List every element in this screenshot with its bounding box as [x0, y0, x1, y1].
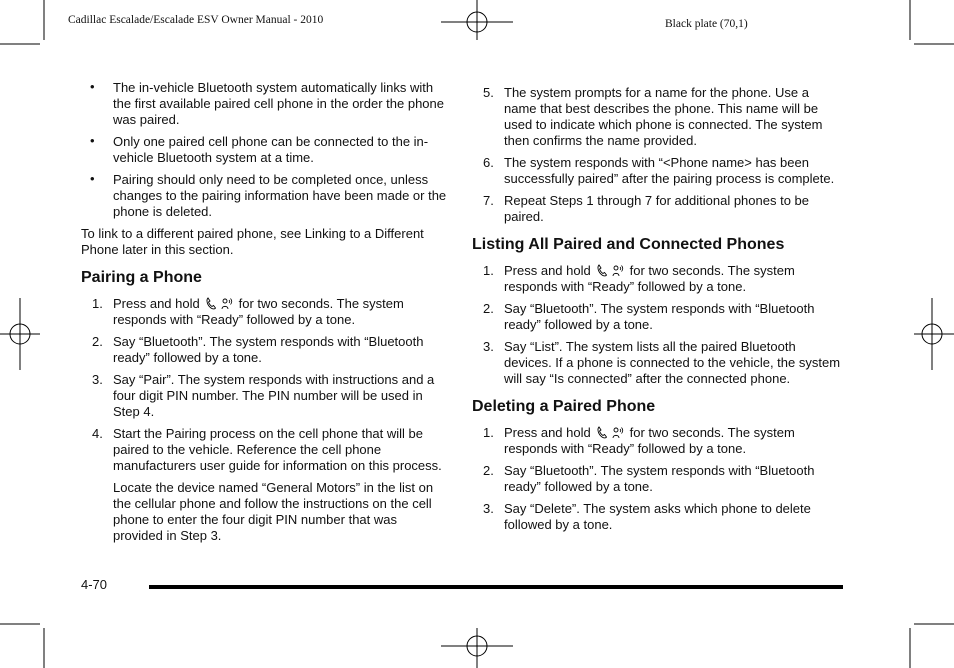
- footer-rule: [149, 585, 843, 589]
- list-item: 2. Say “Bluetooth”. The system responds with “Bluetooth ready” followed by a tone.: [92, 334, 424, 365]
- list-item: 3. Say “Delete”. The system asks which phone to delete followed by a tone.: [483, 501, 811, 532]
- manual-title: Cadillac Escalade/Escalade ESV Owner Manual - 2010: [68, 14, 324, 26]
- right-column: [472, 85, 842, 539]
- list-item: 6. The system responds with “<Phone name> has been successfully paired” after the pairing process is complete.: [483, 155, 835, 186]
- list-item: 2. Say “Bluetooth”. The system responds with “Bluetooth ready” followed by a tone.: [483, 463, 815, 494]
- deleting-heading: Deleting a Paired Phone: [472, 398, 656, 415]
- deleting-steps: [472, 425, 842, 533]
- bullet-icon: •: [90, 79, 95, 94]
- bullet-list: [81, 80, 447, 220]
- phone-handset-icon: [596, 264, 608, 277]
- plate-label: Black plate (70,1): [665, 18, 748, 30]
- voice-recognition-icon: [221, 297, 233, 310]
- list-item: 3. Say “Pair”. The system responds with instructions and a four digit PIN number. The PIN number will be used in Step 4.: [92, 372, 435, 419]
- page-number: 4-70: [81, 577, 108, 592]
- pairing-steps-continued: [472, 85, 842, 225]
- list-item: 3. Say “List”. The system lists all the paired Bluetooth devices. If a phone is connected to the vehicle, the system will say “Is connected” after the connected phone.: [483, 339, 841, 386]
- pairing-steps: [81, 296, 447, 544]
- link-note: To link to a different paired phone, see Linking to a Different Phone later in this section.: [81, 226, 424, 257]
- list-item: • Pairing should only need to be completed once, unless changes to the pairing information have been made or the phone is deleted.: [90, 171, 447, 219]
- voice-recognition-icon: [612, 264, 624, 277]
- voice-recognition-icon: [612, 426, 624, 439]
- bullet-icon: •: [90, 171, 95, 186]
- phone-handset-icon: [205, 297, 217, 310]
- list-item: • Only one paired cell phone can be connected to the in-vehicle Bluetooth system at a time.: [90, 133, 429, 165]
- list-item: 2. Say “Bluetooth”. The system responds with “Bluetooth ready” followed by a tone.: [483, 301, 815, 332]
- listing-heading: Listing All Paired and Connected Phones: [472, 236, 785, 253]
- list-item: • The in-vehicle Bluetooth system automatically links with the first available paired cell phone in the order the phone was paired.: [90, 79, 444, 127]
- listing-steps: [472, 263, 842, 387]
- list-item: 5. The system prompts for a name for the phone. Use a name that best describes the phone. This name will be used to indicate which phone is connected. The system then confirms the name provided.: [483, 85, 823, 148]
- list-item: 7. Repeat Steps 1 through 7 for additional phones to be paired.: [483, 193, 809, 224]
- list-item: 4. Start the Pairing process on the cell phone that will be paired to the vehicle. Reference the cell phone manufacturers user guide for information on this process. Locate the device named “General Motors” in the list on the cellular phone and follow the instructions on the cell phone to enter the four digit PIN number that was provided in Step 3.: [81, 426, 447, 544]
- list-item: 1. Press and hold for two seconds. The system responds with “Ready” followed by a tone.: [92, 296, 404, 327]
- phone-handset-icon: [596, 426, 608, 439]
- list-item: 1. Press and hold for two seconds. The system responds with “Ready” followed by a tone.: [483, 425, 795, 456]
- step-4-detail: Locate the device named “General Motors” in the list on the cellular phone and follow the instructions on the cell phone to enter the four digit PIN number that was provided in Step 3.: [113, 480, 434, 543]
- left-column: [81, 80, 447, 550]
- pairing-heading: Pairing a Phone: [81, 269, 202, 286]
- bullet-icon: •: [90, 133, 95, 148]
- list-item: 1. Press and hold for two seconds. The system responds with “Ready” followed by a tone.: [483, 263, 795, 294]
